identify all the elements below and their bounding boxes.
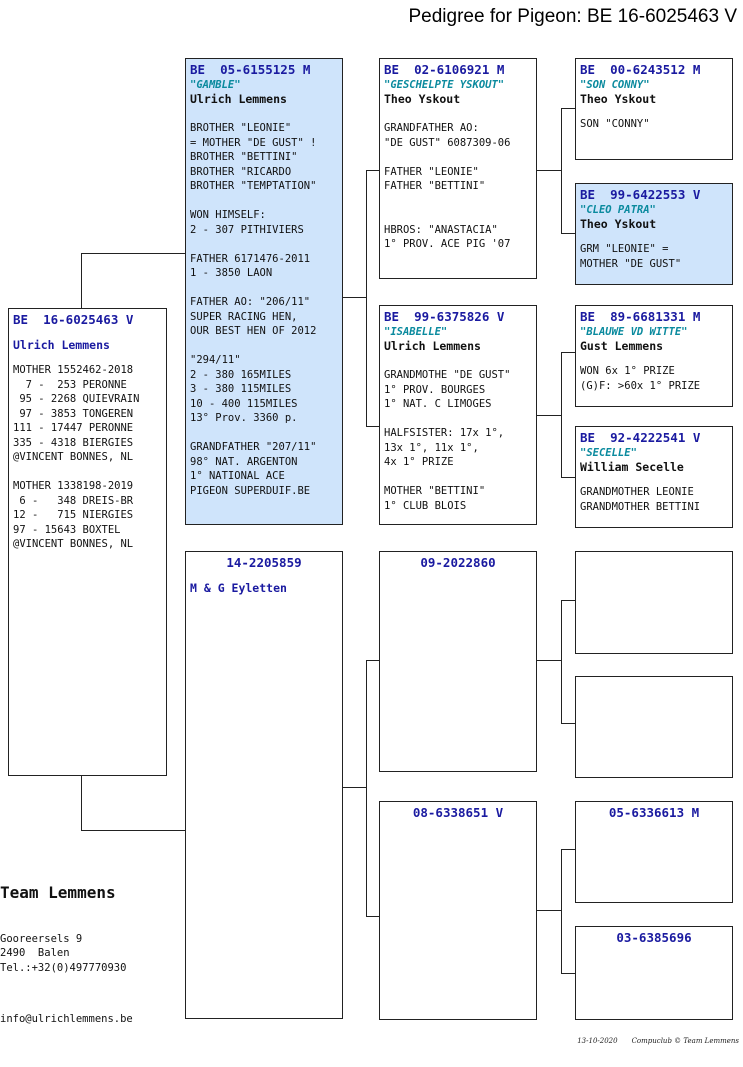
connector-line bbox=[81, 253, 185, 254]
connector-line bbox=[561, 108, 575, 109]
pigeon-details: SON "CONNY" bbox=[580, 118, 650, 130]
owner-name: Ulrich Lemmens bbox=[384, 339, 481, 353]
team-name: Team Lemmens bbox=[0, 882, 116, 902]
credit-text: Compuclub © Team Lemmens bbox=[631, 1037, 739, 1045]
ring-number: BE 92-4222541 V bbox=[580, 430, 701, 445]
subject-pigeon-card bbox=[8, 308, 167, 776]
connector-line bbox=[366, 426, 379, 427]
pigeon-details: GRANDMOTHE "DE GUST" 1° PROV. BOURGES 1° NAT. C LIMOGES HALFSISTER: 17x 1°, 13x 1°, 11x 1°, 4x 1° PRIZE MOTHER "BETTINI" 1° CLUB BLOIS bbox=[384, 369, 511, 512]
connector-line bbox=[81, 253, 82, 309]
dam-sire-card bbox=[379, 551, 537, 772]
connector-line bbox=[537, 660, 561, 661]
dam-sire-sire-card bbox=[575, 551, 733, 654]
pigeon-name: "CLEO PATRA" bbox=[580, 204, 656, 216]
page-title: Pedigree for Pigeon: BE 16-6025463 V bbox=[408, 6, 737, 27]
owner-name: Gust Lemmens bbox=[580, 339, 664, 353]
pigeon-details: GRANDFATHER AO: "DE GUST" 6087309-06 FATHER "LEONIE" FATHER "BETTINI" HBROS: "ANASTACIA" 1° PROV. ACE PIG '07 bbox=[384, 122, 511, 250]
sire-dam-dam-card bbox=[575, 426, 733, 528]
email-link[interactable]: info@ulrichlemmens.be bbox=[0, 1013, 133, 1025]
connector-line bbox=[366, 916, 379, 917]
dam-card bbox=[185, 551, 343, 1019]
connector-line bbox=[366, 660, 379, 661]
owner-name: Ulrich Lemmens bbox=[13, 338, 110, 352]
pigeon-details: MOTHER 1552462-2018 7 - 253 PERONNE 95 - 2268 QUIEVRAIN 97 - 3853 TONGEREN 111 - 17447 PERONNE 335 - 4318 BIERGIES @VINCENT BONNES, NL MOTHER 1338198-2019 6 - 348 DREIS-BR 12 - 715 NIERGIES 97 - 15643 BOXTEL @VINCENT BONNES, NL bbox=[13, 364, 140, 550]
ring-number: BE 00-6243512 M bbox=[580, 62, 701, 77]
print-date: 13-10-2020 bbox=[577, 1037, 618, 1045]
connector-line bbox=[366, 170, 367, 426]
connector-line bbox=[537, 415, 561, 416]
dam-dam-sire-card bbox=[575, 801, 733, 903]
pigeon-name: "ISABELLE" bbox=[384, 326, 448, 338]
pigeon-name: "GESCHELPTE YSKOUT" bbox=[384, 79, 505, 91]
sire-sire-card bbox=[379, 58, 537, 279]
ring-number: 08-6338651 V bbox=[412, 805, 504, 820]
connector-line bbox=[366, 170, 379, 171]
pigeon-details: GRANDMOTHER LEONIE GRANDMOTHER BETTINI bbox=[580, 486, 701, 513]
connector-line bbox=[81, 775, 82, 830]
owner-name: Ulrich Lemmens bbox=[190, 92, 287, 106]
connector-line bbox=[561, 108, 562, 233]
pigeon-details: GRM "LEONIE" = MOTHER "DE GUST" bbox=[580, 243, 682, 270]
ring-number: BE 16-6025463 V bbox=[13, 312, 134, 327]
owner-name: Theo Yskout bbox=[580, 92, 657, 106]
dam-dam-card bbox=[379, 801, 537, 1020]
sire-dam-card bbox=[379, 305, 537, 525]
ring-number: 03-6385696 bbox=[616, 930, 692, 945]
connector-line bbox=[561, 723, 575, 724]
owner-name: William Secelle bbox=[580, 460, 684, 474]
connector-line bbox=[343, 787, 366, 788]
ring-number: BE 05-6155125 M bbox=[190, 62, 311, 77]
pigeon-name: "SON CONNY" bbox=[580, 79, 650, 91]
ring-number: BE 99-6375826 V bbox=[384, 309, 505, 324]
connector-line bbox=[366, 660, 367, 916]
pigeon-details: BROTHER "LEONIE" = MOTHER "DE GUST" ! BROTHER "BETTINI" BROTHER "RICARDO BROTHER "TEMPTATION" WON HIMSELF: 2 - 307 PITHIVIERS FATHER 6171476-2011 1 - 3850 LAON FATHER AO: "206/11" SUPER RACING HEN, OUR BEST HEN OF 2012 "294/11" 2 - 380 165MILES 3 - 380 115MILES 10 - 400 115MILES 13° Prov. 3360 p. GRANDFATHER "207/11" 98° NAT. ARGENTON 1° NATIONAL ACE PIGEON SUPERDUIF.BE bbox=[190, 122, 317, 497]
sire-dam-sire-card bbox=[575, 305, 733, 407]
pigeon-name: "BLAUWE VD WITTE" bbox=[580, 326, 688, 338]
connector-line bbox=[561, 233, 575, 234]
dam-sire-dam-card bbox=[575, 676, 733, 778]
ring-number: 05-6336613 M bbox=[608, 805, 700, 820]
owner-name: M & G Eyletten bbox=[190, 581, 287, 595]
address: Gooreersels 9 2490 Balen Tel.:+32(0)497770930 bbox=[0, 932, 127, 974]
connector-line bbox=[81, 830, 185, 831]
sire-card bbox=[185, 58, 343, 525]
sire-sire-sire-card bbox=[575, 58, 733, 160]
owner-name: Theo Yskout bbox=[384, 92, 461, 106]
connector-line bbox=[561, 973, 575, 974]
breeder-contact bbox=[0, 854, 133, 1042]
print-stamp bbox=[577, 1037, 739, 1045]
connector-line bbox=[537, 910, 561, 911]
connector-line bbox=[561, 600, 562, 723]
connector-line bbox=[537, 170, 561, 171]
ring-number: 09-2022860 bbox=[420, 555, 496, 570]
connector-line bbox=[561, 352, 562, 477]
pigeon-name: "GAMBLE" bbox=[190, 79, 241, 91]
owner-name: Theo Yskout bbox=[580, 217, 657, 231]
connector-line bbox=[561, 600, 575, 601]
pigeon-details: WON 6x 1° PRIZE (G)F: >60x 1° PRIZE bbox=[580, 365, 701, 392]
pigeon-name: "SECELLE" bbox=[580, 447, 637, 459]
ring-number: BE 89-6681331 M bbox=[580, 309, 701, 324]
connector-line bbox=[561, 849, 562, 973]
connector-line bbox=[561, 477, 575, 478]
dam-dam-dam-card bbox=[575, 926, 733, 1020]
ring-number: BE 02-6106921 M bbox=[384, 62, 505, 77]
connector-line bbox=[561, 352, 575, 353]
ring-number: 14-2205859 bbox=[226, 555, 302, 570]
ring-number: BE 99-6422553 V bbox=[580, 187, 701, 202]
connector-line bbox=[561, 849, 575, 850]
sire-sire-dam-card bbox=[575, 183, 733, 285]
connector-line bbox=[343, 297, 366, 298]
